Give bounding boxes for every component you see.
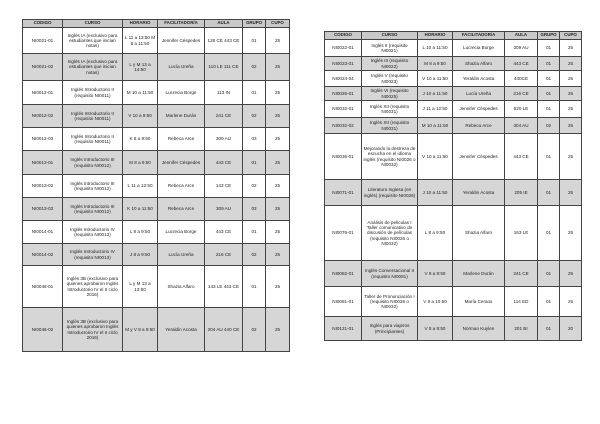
- table-row: [325, 71, 582, 87]
- cell-cupo: 20: [560, 317, 582, 341]
- cell-facilitador: Yeraldin Acosta: [158, 308, 205, 352]
- cell-curso: Inglés para viajeros (Principiantes): [362, 317, 418, 341]
- cell-horario: J 11 a 12:50: [418, 101, 453, 118]
- cell-grupo: 01: [538, 287, 560, 317]
- cell-curso: Inglés Introductorio IV (requisito NI0013): [63, 221, 123, 244]
- cell-grupo: 01: [538, 57, 560, 71]
- cell-facilitador: Norman Kuylen: [453, 317, 505, 341]
- cell-codigo: NI0081-01: [325, 287, 362, 317]
- cell-horario: L 8 a 9:50: [418, 206, 453, 261]
- cell-facilitador: Jennifer Céspedes: [158, 151, 205, 175]
- cell-horario: L y M 13 a 13:50: [123, 266, 158, 308]
- header-row: [23, 20, 290, 28]
- cell-aula: 443 CE: [205, 151, 243, 175]
- cell-cupo: 25: [266, 308, 290, 352]
- cell-aula: 443 CE: [505, 57, 538, 71]
- cell-curso: Inglés V (requisito NI0023): [362, 71, 418, 87]
- table-row: [325, 134, 582, 180]
- cell-horario: M 10 a 11:50: [418, 118, 453, 134]
- cell-grupo: 01: [243, 221, 266, 244]
- cell-aula: 304 AU: [505, 118, 538, 134]
- cell-aula: 143 CE: [205, 175, 243, 198]
- cell-grupo: 02: [243, 175, 266, 198]
- cell-cupo: 25: [560, 180, 582, 206]
- cell-curso: Inglés 3B (exclusivo para quienes aprobaron Inglés Introductorio IV el II ciclo 2016): [63, 266, 123, 308]
- cell-codigo: NI0012-03: [23, 128, 63, 151]
- cell-aula: 443 CE: [505, 134, 538, 180]
- cell-curso: Inglés Conversacional II (requisito NI0081): [362, 261, 418, 287]
- cell-horario: L 11 a 12:50: [123, 175, 158, 198]
- cell-grupo: 01: [243, 81, 266, 105]
- cell-horario: L 8 a 9:50: [123, 221, 158, 244]
- cell-curso: Inglés Introductorio III (requisito NI0012): [63, 151, 123, 175]
- cell-horario: J 10 a 11:50: [418, 87, 453, 101]
- header-horario: HORARIO: [418, 32, 453, 40]
- cell-grupo: 01: [538, 180, 560, 206]
- cell-cupo: 25: [560, 87, 582, 101]
- cell-facilitador: Yeraldin Acosta: [453, 71, 505, 87]
- header-grupo: GRUPO: [243, 20, 266, 28]
- cell-grupo: 01: [538, 134, 560, 180]
- cell-facilitador: Jennifer Céspedes: [158, 28, 205, 54]
- cell-grupo: 02: [538, 118, 560, 134]
- cell-aula: 201 BI: [505, 317, 538, 341]
- cell-facilitador: Jennifer Céspedes: [453, 101, 505, 118]
- cell-grupo: 02: [243, 54, 266, 81]
- cell-aula: 304 AU 440 CE: [205, 308, 243, 352]
- cell-codigo: NI0013-01: [23, 151, 63, 175]
- table-row: [23, 244, 290, 266]
- cell-aula: 309 AU: [205, 128, 243, 151]
- cell-curso: Inglés Introductorio II (requisito NI0011): [63, 105, 123, 128]
- cell-horario: L y M 13 a 14:50: [123, 54, 158, 81]
- cell-grupo: 01: [538, 40, 560, 57]
- cell-cupo: 25: [266, 266, 290, 308]
- cell-facilitador: Lucrecia Borge: [453, 40, 505, 57]
- header-facilitador: FACILITADOR/A: [158, 20, 205, 28]
- cell-aula: 114 ED: [505, 287, 538, 317]
- header-row: [325, 32, 582, 40]
- cell-facilitador: Rebeca Arce: [158, 175, 205, 198]
- cell-facilitador: Jennifer Céspedes: [453, 134, 505, 180]
- cell-grupo: 01: [243, 266, 266, 308]
- cell-codigo: NI0076-01: [325, 206, 362, 261]
- cell-cupo: 25: [266, 128, 290, 151]
- cell-grupo: 02: [243, 244, 266, 266]
- cell-facilitador: Shazia Alfaro: [158, 266, 205, 308]
- cell-codigo: NI0046-02: [23, 308, 63, 352]
- table-row: [325, 206, 582, 261]
- table-row: [325, 101, 582, 118]
- cell-aula: 205 IE: [505, 180, 538, 206]
- cell-cupo: 25: [266, 244, 290, 266]
- header-cupo: CUPO: [560, 32, 582, 40]
- cell-cupo: 25: [266, 54, 290, 81]
- cell-aula: 216 CE: [505, 87, 538, 101]
- cell-aula: 126 CE 443 CE: [205, 28, 243, 54]
- cell-horario: M 10 a 11:50: [123, 81, 158, 105]
- cell-grupo: 02: [243, 308, 266, 352]
- cell-grupo: 01: [538, 317, 560, 341]
- cell-facilitador: Yeraldin Acosta: [453, 180, 505, 206]
- cell-codigo: NI0012-01: [23, 81, 63, 105]
- cell-horario: V 10 a 11:50: [418, 71, 453, 87]
- table-row: [325, 180, 582, 206]
- table-row: [325, 40, 582, 57]
- cell-facilitador: Lucía Ureña: [158, 54, 205, 81]
- cell-aula: 520 LE: [505, 101, 538, 118]
- table-row: [23, 266, 290, 308]
- cell-horario: L 11 a 13:50 M 8 a 11:50: [123, 28, 158, 54]
- table-row: [325, 287, 582, 317]
- cell-codigo: NI0021-01: [23, 28, 63, 54]
- table-row: [325, 57, 582, 71]
- table-row: [23, 105, 290, 128]
- cell-horario: M 8 a 9:50: [123, 151, 158, 175]
- cell-curso: Inglés VI (requisito NI0025): [362, 87, 418, 101]
- cell-curso: Inglés Introductorio II (requisito NI0011): [63, 81, 123, 105]
- cell-facilitador: Marlene Durán: [453, 261, 505, 287]
- cell-codigo: NI0026-01: [325, 87, 362, 101]
- cell-curso: Inglés Introductorio II (requisito NI0011): [63, 128, 123, 151]
- cell-curso: Inglés IA (exclusivo para estudiantes que inician notas): [63, 54, 123, 81]
- cell-horario: V 9 a 10:50: [418, 287, 453, 317]
- cell-cupo: 25: [560, 71, 582, 87]
- cell-aula: 440CE: [505, 71, 538, 87]
- table-row: [325, 118, 582, 134]
- cell-codigo: NI0071-01: [325, 180, 362, 206]
- table-row: [23, 308, 290, 352]
- cell-aula: 241 CE: [205, 105, 243, 128]
- cell-curso: Inglés Introductorio IV (requisito NI0013): [63, 244, 123, 266]
- cell-cupo: 25: [266, 151, 290, 175]
- cell-cupo: 25: [266, 198, 290, 221]
- table-row: [23, 54, 290, 81]
- cell-horario: L 10 a 11:50: [418, 40, 453, 57]
- cell-grupo: 01: [538, 71, 560, 87]
- header-codigo: CODIGO: [325, 32, 362, 40]
- cell-codigo: NI0014-01: [23, 221, 63, 244]
- cell-cupo: 25: [560, 40, 582, 57]
- header-aula: AULA: [505, 32, 538, 40]
- cell-codigo: NI0022-01: [325, 40, 362, 57]
- cell-facilitador: Shazia Alfaro: [453, 57, 505, 71]
- cell-aula: 443 CE: [205, 221, 243, 244]
- cell-codigo: NI0024-04: [325, 71, 362, 87]
- cell-cupo: 25: [560, 57, 582, 71]
- cell-grupo: 01: [243, 151, 266, 175]
- cell-aula: 143 LE 443 CE: [205, 266, 243, 308]
- cell-grupo: 03: [243, 128, 266, 151]
- header-grupo: GRUPO: [538, 32, 560, 40]
- cell-codigo: NI0036-01: [325, 134, 362, 180]
- table-row: [23, 198, 290, 221]
- cell-cupo: 25: [560, 134, 582, 180]
- cell-facilitador: Marlene Durán: [158, 105, 205, 128]
- table-row: [23, 175, 290, 198]
- cell-curso: Taller de Pronunciación I (requisito NI0026 o NI0032): [362, 287, 418, 317]
- cell-cupo: 25: [266, 81, 290, 105]
- header-horario: HORARIO: [123, 20, 158, 28]
- cell-grupo: 03: [243, 198, 266, 221]
- cell-grupo: 01: [538, 87, 560, 101]
- header-aula: AULA: [205, 20, 243, 28]
- cell-facilitador: Shazia Alfaro: [453, 206, 505, 261]
- cell-curso: Inglés Introductorio III (requisito NI0012): [63, 198, 123, 221]
- cell-curso: Literatura Inglesa (en inglés) (requisito NI0026): [362, 180, 418, 206]
- cell-cupo: 25: [266, 221, 290, 244]
- cell-curso: Inglés Introductorio III (requisito NI0012): [63, 175, 123, 198]
- cell-facilitador: Rebeca Arce: [158, 198, 205, 221]
- cell-aula: 241 CE: [505, 261, 538, 287]
- header-codigo: CODIGO: [23, 20, 63, 28]
- cell-horario: M y V 8 a 9:50: [123, 308, 158, 352]
- cell-horario: K 8 a 9:50: [123, 128, 158, 151]
- table-row: [23, 221, 290, 244]
- table-row: [325, 87, 582, 101]
- cell-cupo: 25: [266, 28, 290, 54]
- cell-curso: Análisis de películas I Taller comunicativo de discusión de películas (requisito NI0026 o NI0032): [362, 206, 418, 261]
- schedule-table-right: [324, 31, 582, 341]
- cell-horario: V 8 a 9:50: [418, 317, 453, 341]
- cell-curso: Mejorando la destreza de escucha en el idioma inglés (requisito NI0026 o NI0032): [362, 134, 418, 180]
- cell-cupo: 25: [266, 105, 290, 128]
- cell-aula: 110 LE 111 CE: [205, 54, 243, 81]
- cell-grupo: 01: [538, 206, 560, 261]
- cell-codigo: NI0012-02: [23, 105, 63, 128]
- cell-cupo: 25: [560, 261, 582, 287]
- cell-horario: M 8 a 9:50: [418, 57, 453, 71]
- cell-horario: V 10 a 9:50: [123, 105, 158, 128]
- cell-aula: 309 AU: [505, 40, 538, 57]
- schedule-table-left: [22, 19, 290, 352]
- table-row: [23, 81, 290, 105]
- cell-codigo: NI0032-02: [325, 118, 362, 134]
- cell-codigo: NI0013-02: [23, 175, 63, 198]
- cell-codigo: NI0082-01: [325, 261, 362, 287]
- cell-horario: J 10 a 11:50: [418, 180, 453, 206]
- cell-curso: Inglés IA (exclusivo para estudiantes que inician notas): [63, 28, 123, 54]
- cell-cupo: 25: [560, 101, 582, 118]
- cell-facilitador: Lucía Ureña: [158, 244, 205, 266]
- cell-codigo: NI0021-02: [23, 54, 63, 81]
- cell-codigo: NI0014-02: [23, 244, 63, 266]
- table-row: [23, 128, 290, 151]
- cell-codigo: NI0013-03: [23, 198, 63, 221]
- table-row: [23, 151, 290, 175]
- cell-facilitador: Lucrecia Borge: [158, 221, 205, 244]
- cell-cupo: 25: [560, 287, 582, 317]
- cell-cupo: 25: [560, 118, 582, 134]
- cell-codigo: NI0023-01: [325, 57, 362, 71]
- cell-curso: Inglés II (requisito NI0021): [362, 40, 418, 57]
- header-curso: CURSO: [362, 32, 418, 40]
- cell-grupo: 01: [538, 101, 560, 118]
- cell-grupo: 02: [243, 105, 266, 128]
- header-facilitador: FACILITADOR/A: [453, 32, 505, 40]
- cell-curso: Inglés 3B (exclusivo para quienes aprobaron Inglés Introductorio IV el II ciclo 2016): [63, 308, 123, 352]
- cell-curso: Inglés XII (requisito NI0031): [362, 101, 418, 118]
- cell-aula: 309 AU: [205, 198, 243, 221]
- cell-facilitador: María Ceraos: [453, 287, 505, 317]
- cell-facilitador: Lucía Ureña: [453, 87, 505, 101]
- cell-aula: 163 LE: [505, 206, 538, 261]
- cell-cupo: 25: [560, 206, 582, 261]
- cell-horario: V 8 a 9:50: [418, 261, 453, 287]
- cell-curso: Inglés XII (requisito NI0031): [362, 118, 418, 134]
- cell-horario: K 10 a 11:50: [123, 198, 158, 221]
- cell-codigo: NI0032-01: [325, 101, 362, 118]
- table-row: [325, 317, 582, 341]
- cell-horario: J 8 a 9:50: [123, 244, 158, 266]
- cell-aula: 216 CE: [205, 244, 243, 266]
- cell-curso: Inglés III (requisito NI0022): [362, 57, 418, 71]
- cell-horario: V 10 a 11:50: [418, 134, 453, 180]
- cell-codigo: NI0046-01: [23, 266, 63, 308]
- table-row: [325, 261, 582, 287]
- cell-facilitador: Lucrecia Borge: [158, 81, 205, 105]
- cell-codigo: NI0121-01: [325, 317, 362, 341]
- cell-grupo: 01: [538, 261, 560, 287]
- header-cupo: CUPO: [266, 20, 290, 28]
- cell-cupo: 25: [266, 175, 290, 198]
- header-curso: CURSO: [63, 20, 123, 28]
- cell-grupo: 01: [243, 28, 266, 54]
- table-row: [23, 28, 290, 54]
- cell-facilitador: Rebeca Arce: [453, 118, 505, 134]
- cell-facilitador: Rebeca Arce: [158, 128, 205, 151]
- cell-aula: 113 IN: [205, 81, 243, 105]
